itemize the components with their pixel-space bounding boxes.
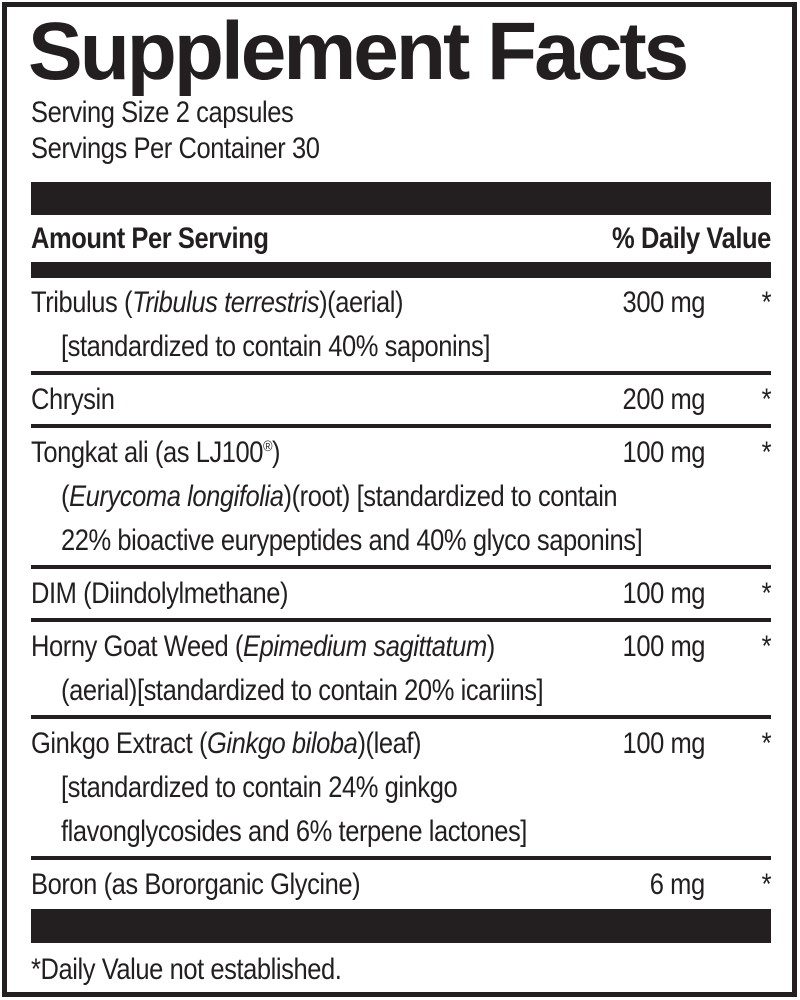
ingredient-detail: (Eurycoma longifolia)(root) [standardized to contain [61, 479, 618, 513]
daily-value-asterisk: * [761, 382, 771, 416]
daily-value-asterisk: * [761, 285, 771, 319]
ingredient-name: Ginkgo Extract (Ginkgo biloba)(leaf) [standardized to contain 24% ginkgo flavonglycosides and 6% terpene lactones] [31, 722, 600, 854]
daily-value-asterisk: * [761, 726, 771, 760]
registered-trademark-symbol: ® [263, 437, 273, 455]
ingredient-name: Tongkat ali (as LJ100®) (Eurycoma longifolia)(root) [standardized to contain 22% bioactive eurypeptides and 40% glyco saponins] [31, 431, 600, 563]
daily-value-asterisk: * [761, 576, 771, 610]
daily-value-asterisk: * [761, 867, 771, 901]
daily-value-asterisk: * [761, 435, 771, 469]
ingredient-row-tongkat-ali [31, 428, 771, 565]
ingredient-name: Horny Goat Weed (Epimedium sagittatum) (aerial)[standardized to contain 20% icariins] [31, 625, 600, 713]
ingredient-name: DIM (Diindolylmethane) [31, 576, 289, 610]
ingredient-detail: (aerial)[standardized to contain 20% icariins] [61, 673, 544, 707]
ingredient-row-tribulus [31, 278, 771, 371]
ingredient-amount: 100 mg [622, 726, 705, 760]
ingredient-row-chrysin [31, 375, 771, 424]
separator-bar-bottom [31, 909, 771, 943]
ingredient-row-ginkgo-extract [31, 719, 771, 856]
amount-per-serving-header: Amount Per Serving [31, 221, 269, 255]
ingredient-detail: [standardized to contain 40% saponins] [61, 329, 490, 363]
servings-per-container [31, 131, 771, 167]
ingredient-detail: 22% bioactive eurypeptides and 40% glyco saponins] [61, 523, 643, 557]
daily-value-header: % Daily Value [612, 221, 771, 255]
ingredient-detail: flavonglycosides and 6% terpene lactones] [61, 814, 527, 848]
ingredient-amount: 100 mg [622, 629, 705, 663]
supplement-facts-panel [2, 2, 797, 997]
ingredient-amount: 100 mg [622, 435, 705, 469]
ingredient-detail: [standardized to contain 24% ginkgo [61, 770, 458, 804]
daily-value-footnote [31, 948, 771, 992]
daily-value-footnote-text: *Daily Value not established. [31, 952, 342, 986]
separator-bar-header [31, 262, 771, 278]
panel-title: Supplement Facts [28, 6, 687, 97]
serving-size [31, 95, 771, 131]
daily-value-asterisk: * [761, 629, 771, 663]
ingredient-name: Tribulus (Tribulus terrestris)(aerial) [standardized to contain 40% saponins] [31, 281, 600, 369]
ingredient-name: Chrysin [31, 382, 115, 416]
ingredient-amount: 300 mg [622, 285, 705, 319]
ingredient-row-dim [31, 569, 771, 618]
ingredient-amount: 100 mg [622, 576, 705, 610]
ingredient-amount: 200 mg [622, 382, 705, 416]
table-header-row [31, 215, 771, 262]
separator-bar-top [31, 182, 771, 215]
servings-per-container-text: Servings Per Container 30 [31, 131, 320, 165]
ingredient-name: Boron (as Bororganic Glycine) [31, 867, 361, 901]
ingredient-row-boron [31, 860, 771, 909]
serving-size-text: Serving Size 2 capsules [31, 95, 294, 129]
ingredient-amount: 6 mg [650, 867, 705, 901]
ingredient-row-horny-goat-weed [31, 622, 771, 715]
